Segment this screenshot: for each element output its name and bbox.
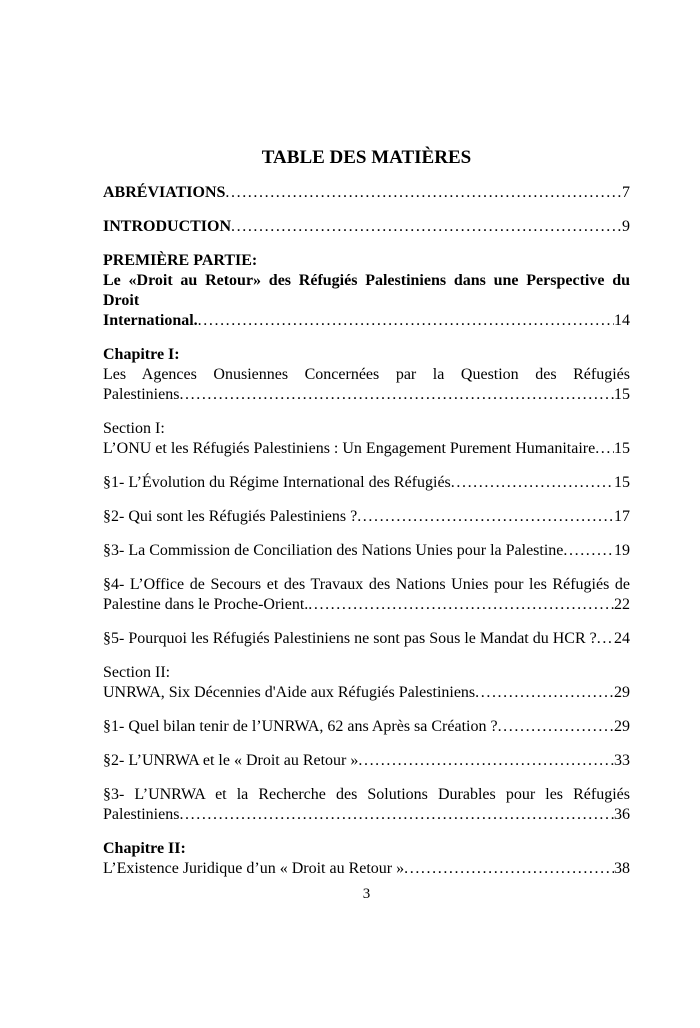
- toc-entry-s3-solutions: [103, 785, 630, 825]
- dot-leader: [475, 683, 614, 703]
- toc-entry-page: 17: [614, 508, 630, 525]
- dot-leader: [357, 507, 614, 527]
- dot-leader: [595, 439, 614, 459]
- toc-entry-s3-commission: [103, 541, 630, 561]
- toc-entry-page: 7: [622, 184, 630, 201]
- toc-entry-label: §1- L’Évolution du Régime International des Réfugiés: [103, 474, 451, 491]
- dot-leader: [179, 385, 614, 405]
- toc-entry-s1-bilan: [103, 717, 630, 737]
- toc-entry-page: 9: [622, 218, 630, 235]
- toc-entry-section-2: [103, 663, 630, 703]
- toc-entry-page: 29: [614, 684, 630, 701]
- toc-entry-introduction: [103, 217, 630, 237]
- toc-entry-label: §2- L’UNRWA et le « Droit au Retour »: [103, 752, 359, 769]
- toc-entry-page: 14: [614, 312, 630, 329]
- toc-entry-label: UNRWA, Six Décennies d'Aide aux Réfugiés Palestiniens: [103, 684, 476, 701]
- page-title: TABLE DES MATIÈRES: [261, 147, 472, 168]
- toc-entry-label: §5- Pourquoi les Réfugiés Palestiniens ne sont pas Sous le Mandat du HCR ?: [103, 630, 597, 647]
- toc-entry-page: 24: [614, 630, 630, 647]
- toc-entry-body: Les Agences Onusiennes Concernées par la Question des Réfugiés: [103, 366, 630, 383]
- toc-entry-s2-qui-sont: [103, 507, 630, 527]
- toc-entry-heading: PREMIÈRE PARTIE:: [103, 252, 258, 269]
- toc-entry-heading: Section I:: [103, 420, 165, 437]
- toc-entry-section-1: [103, 419, 630, 459]
- dot-leader: [563, 541, 614, 561]
- toc-entry-abreviations: [103, 183, 630, 203]
- toc-entry-chapitre-1: [103, 345, 630, 405]
- toc-entry-heading: Chapitre I:: [103, 346, 180, 363]
- toc-entry-premiere-partie: [103, 251, 630, 331]
- dot-leader: [179, 805, 614, 825]
- toc-entry-label: L’Existence Juridique d’un « Droit au Retour »: [103, 860, 405, 877]
- toc-entry-label: §3- La Commission de Conciliation des Nations Unies pour la Palestine: [103, 542, 564, 559]
- toc-entry-page: 33: [614, 752, 630, 769]
- toc-entry-page: 36: [614, 806, 630, 823]
- toc-entry-label: Palestine dans le Proche-Orient.: [103, 596, 309, 613]
- toc-entry-label: §2- Qui sont les Réfugiés Palestiniens ?: [103, 508, 358, 525]
- toc-entry-s1-evolution: [103, 473, 630, 493]
- toc-entry-page: 22: [614, 596, 630, 613]
- toc-entry-label: International.: [103, 312, 198, 329]
- toc-entry-body: §4- L’Office de Secours et des Travaux des Nations Unies pour les Réfugiés de: [103, 576, 630, 593]
- toc-entry-s2-unrwa-droit: [103, 751, 630, 771]
- dot-leader: [231, 217, 622, 237]
- toc-entry-label: L’ONU et les Réfugiés Palestiniens : Un Engagement Purement Humanitaire: [103, 440, 596, 457]
- toc-entry-page: 15: [614, 386, 630, 403]
- toc-entry-s4-office: [103, 575, 630, 615]
- toc-entry-label: Palestiniens: [103, 806, 180, 823]
- toc-entry-chapitre-2: [103, 839, 630, 879]
- toc-content: [103, 146, 630, 879]
- toc-entry-label: ABRÉVIATIONS: [103, 184, 226, 201]
- toc-entry-heading: Section II:: [103, 664, 171, 681]
- dot-leader: [308, 595, 614, 615]
- toc-entry-label: §1- Quel bilan tenir de l’UNRWA, 62 ans Après sa Création ?: [103, 718, 498, 735]
- toc-entry-body: Le «Droit au Retour» des Réfugiés Palestiniens dans une Perspective du Droit: [103, 272, 630, 309]
- dot-leader: [358, 751, 614, 771]
- toc-entry-label: INTRODUCTION: [103, 218, 232, 235]
- dot-leader: [597, 629, 614, 649]
- dot-leader: [451, 473, 614, 493]
- toc-entry-page: 15: [614, 474, 630, 491]
- toc-entry-page: 15: [614, 440, 630, 457]
- toc-entry-page: 38: [614, 860, 630, 877]
- toc-entry-label: Palestiniens: [103, 386, 180, 403]
- toc-entry-page: 29: [614, 718, 630, 735]
- toc-entry-s5-pourquoi: [103, 629, 630, 649]
- toc-entry-page: 19: [614, 542, 630, 559]
- toc-entry-body: §3- L’UNRWA et la Recherche des Solutions Durables pour les Réfugiés: [103, 786, 630, 803]
- dot-leader: [225, 183, 622, 203]
- toc-entry-heading: Chapitre II:: [103, 840, 186, 857]
- dot-leader: [498, 717, 614, 737]
- dot-leader: [198, 311, 614, 331]
- page-number: 3: [362, 886, 371, 902]
- dot-leader: [404, 859, 614, 879]
